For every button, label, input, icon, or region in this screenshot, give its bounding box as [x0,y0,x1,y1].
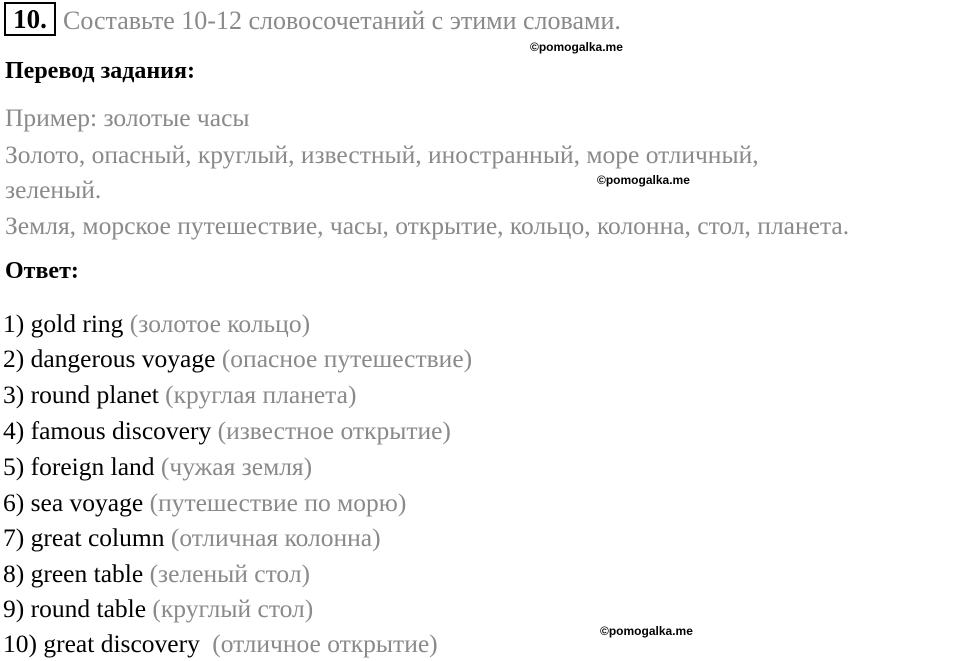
translation-line: Золото, опасный, круглый, известный, иностранный, море отличный, [5,140,759,169]
watermark-1: ©pomogalka.me [530,40,623,54]
answer-item [3,594,313,624]
answer-english: 1) gold ring [3,309,124,338]
watermark-2: ©pomogalka.me [597,173,690,187]
answer-translation: (известное открытие) [217,416,451,445]
translation-line: Пример: золотые часы [5,103,250,132]
translation-line: Земля, морское путешествие, часы, открытие, кольцо, колонна, стол, планета. [5,211,850,240]
answer-item [3,309,310,339]
translation-heading: Перевод задания: [5,58,195,84]
answer-item [3,488,406,518]
answer-heading: Ответ: [5,258,79,284]
answer-english: 9) round table [3,594,147,623]
task-instruction: Составьте 10-12 словосочетаний с этими словами. [63,6,621,35]
answer-item [3,380,356,410]
answer-english: 6) sea voyage [3,488,144,517]
answer-english: 7) great column [3,523,165,552]
answer-translation: (опасное путешествие) [221,344,473,373]
answer-translation: (зеленый стол) [149,559,311,588]
answer-item [3,452,312,482]
answer-item [3,416,451,446]
answer-translation: (чужая земля) [160,452,313,481]
answer-translation: (отличное открытие) [212,629,438,658]
answer-translation: (путешествие по морю) [149,488,407,517]
answer-english: 2) dangerous voyage [3,344,216,373]
answer-english: 3) round planet [3,380,159,409]
watermark-3: ©pomogalka.me [600,624,693,638]
translation-line: зеленый. [5,175,102,204]
answer-translation: (золотое кольцо) [129,309,311,338]
answer-translation: (круглая планета) [165,380,357,409]
answer-translation: (круглый стол) [152,594,314,623]
answer-item [3,523,381,553]
answer-english: 10) great discovery [3,629,200,658]
answer-item [3,629,438,659]
task-number: 10. [4,2,56,36]
answer-translation: (отличная колонна) [170,523,381,552]
answer-item [3,559,310,589]
answer-english: 5) foreign land [3,452,155,481]
answer-item [3,344,472,374]
answer-english: 4) famous discovery [3,416,212,445]
answer-english: 8) green table [3,559,144,588]
